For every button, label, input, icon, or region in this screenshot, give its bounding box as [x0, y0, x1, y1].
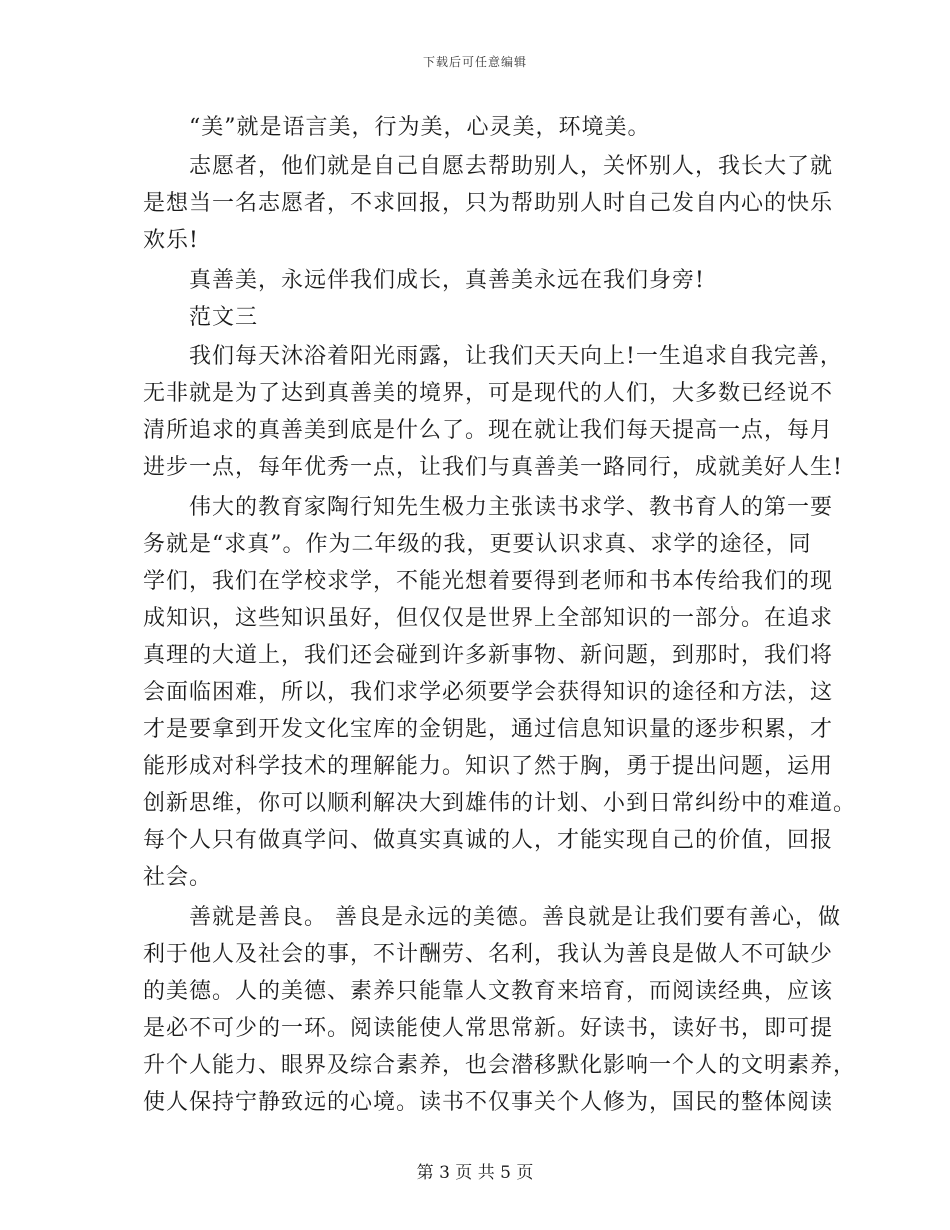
text-line: 伟大的教育家陶行知先生极力主张读书求学、教书育人的第一要 [189, 495, 834, 520]
text-line: 能形成对科学技术的理解能力。知识了然于胸，勇于提出问题，运用 [143, 754, 834, 779]
text-line: 创新思维，你可以顺利解决大到雄伟的计划、小到日常纠纷中的难道。 [143, 791, 857, 816]
text-line: 成知识，这些知识虽好，但仅仅是世界上全部知识的一部分。在追求 [143, 606, 834, 631]
text-line: 清所追求的真善美到底是什么了。现在就让我们每天提高一点，每月 [143, 418, 834, 443]
text-line: 无非就是为了达到真善美的境界，可是现代的人们，大多数已经说不 [143, 381, 834, 406]
text-line: 的美德。人的美德、素养只能靠人文教育来培育，而阅读经典，应该 [143, 979, 834, 1004]
text-line: 真善美，永远伴我们成长，真善美永远在我们身旁! [189, 268, 705, 293]
text-line: 务就是“求真”。作为二年级的我，更要认识求真、求学的途径，同 [143, 532, 812, 557]
text-line: 使人保持宁静致远的心境。读书不仅事关个人修为，国民的整体阅读 [143, 1090, 834, 1115]
text-line: 我们每天沐浴着阳光雨露，让我们天天向上!一生追求自我完善， [189, 344, 843, 369]
text-line: 社会。 [143, 865, 213, 890]
text-line: 会面临困难，所以，我们求学必须要学会获得知识的途径和方法，这 [143, 680, 834, 705]
page-header: 下载后可任意编辑 [422, 55, 527, 69]
text-line: 每个人只有做真学问、做真实真诚的人，才能实现自己的价值，回报 [143, 828, 834, 853]
text-line: 善就是善良。 善良是永远的美德。善良就是让我们要有善心，做 [189, 905, 841, 930]
text-line: “美”就是语言美，行为美，心灵美，环境美。 [189, 115, 651, 140]
text-line: 是想当一名志愿者，不求回报，只为帮助别人时自己发自内心的快乐 [143, 191, 834, 216]
text-line: 利于他人及社会的事，不计酬劳、名利，我认为善良是做人不可缺少 [143, 942, 834, 967]
text-line: 学们，我们在学校求学，不能光想着要得到老师和书本传给我们的现 [143, 569, 834, 594]
text-line: 欢乐! [143, 228, 199, 253]
text-line: 才是要拿到开发文化宝库的金钥匙，通过信息知识量的逐步积累，才 [143, 717, 834, 742]
text-line: 进步一点，每年优秀一点，让我们与真善美一路同行，成就美好人生! [143, 455, 843, 480]
text-line: 是必不可少的一环。阅读能使人常思常新。好读书，读好书，即可提 [143, 1016, 834, 1041]
text-line: 志愿者，他们就是自己自愿去帮助别人，关怀别人，我长大了就 [189, 154, 834, 179]
text-line: 升个人能力、眼界及综合素养，也会潜移默化影响一个人的文明素养， [143, 1053, 857, 1078]
page-footer: 第 3 页 共 5 页 [416, 1163, 534, 1183]
section-heading: 范文三 [189, 305, 259, 330]
text-line: 真理的大道上，我们还会碰到许多新事物、新问题，到那时，我们将 [143, 643, 834, 668]
